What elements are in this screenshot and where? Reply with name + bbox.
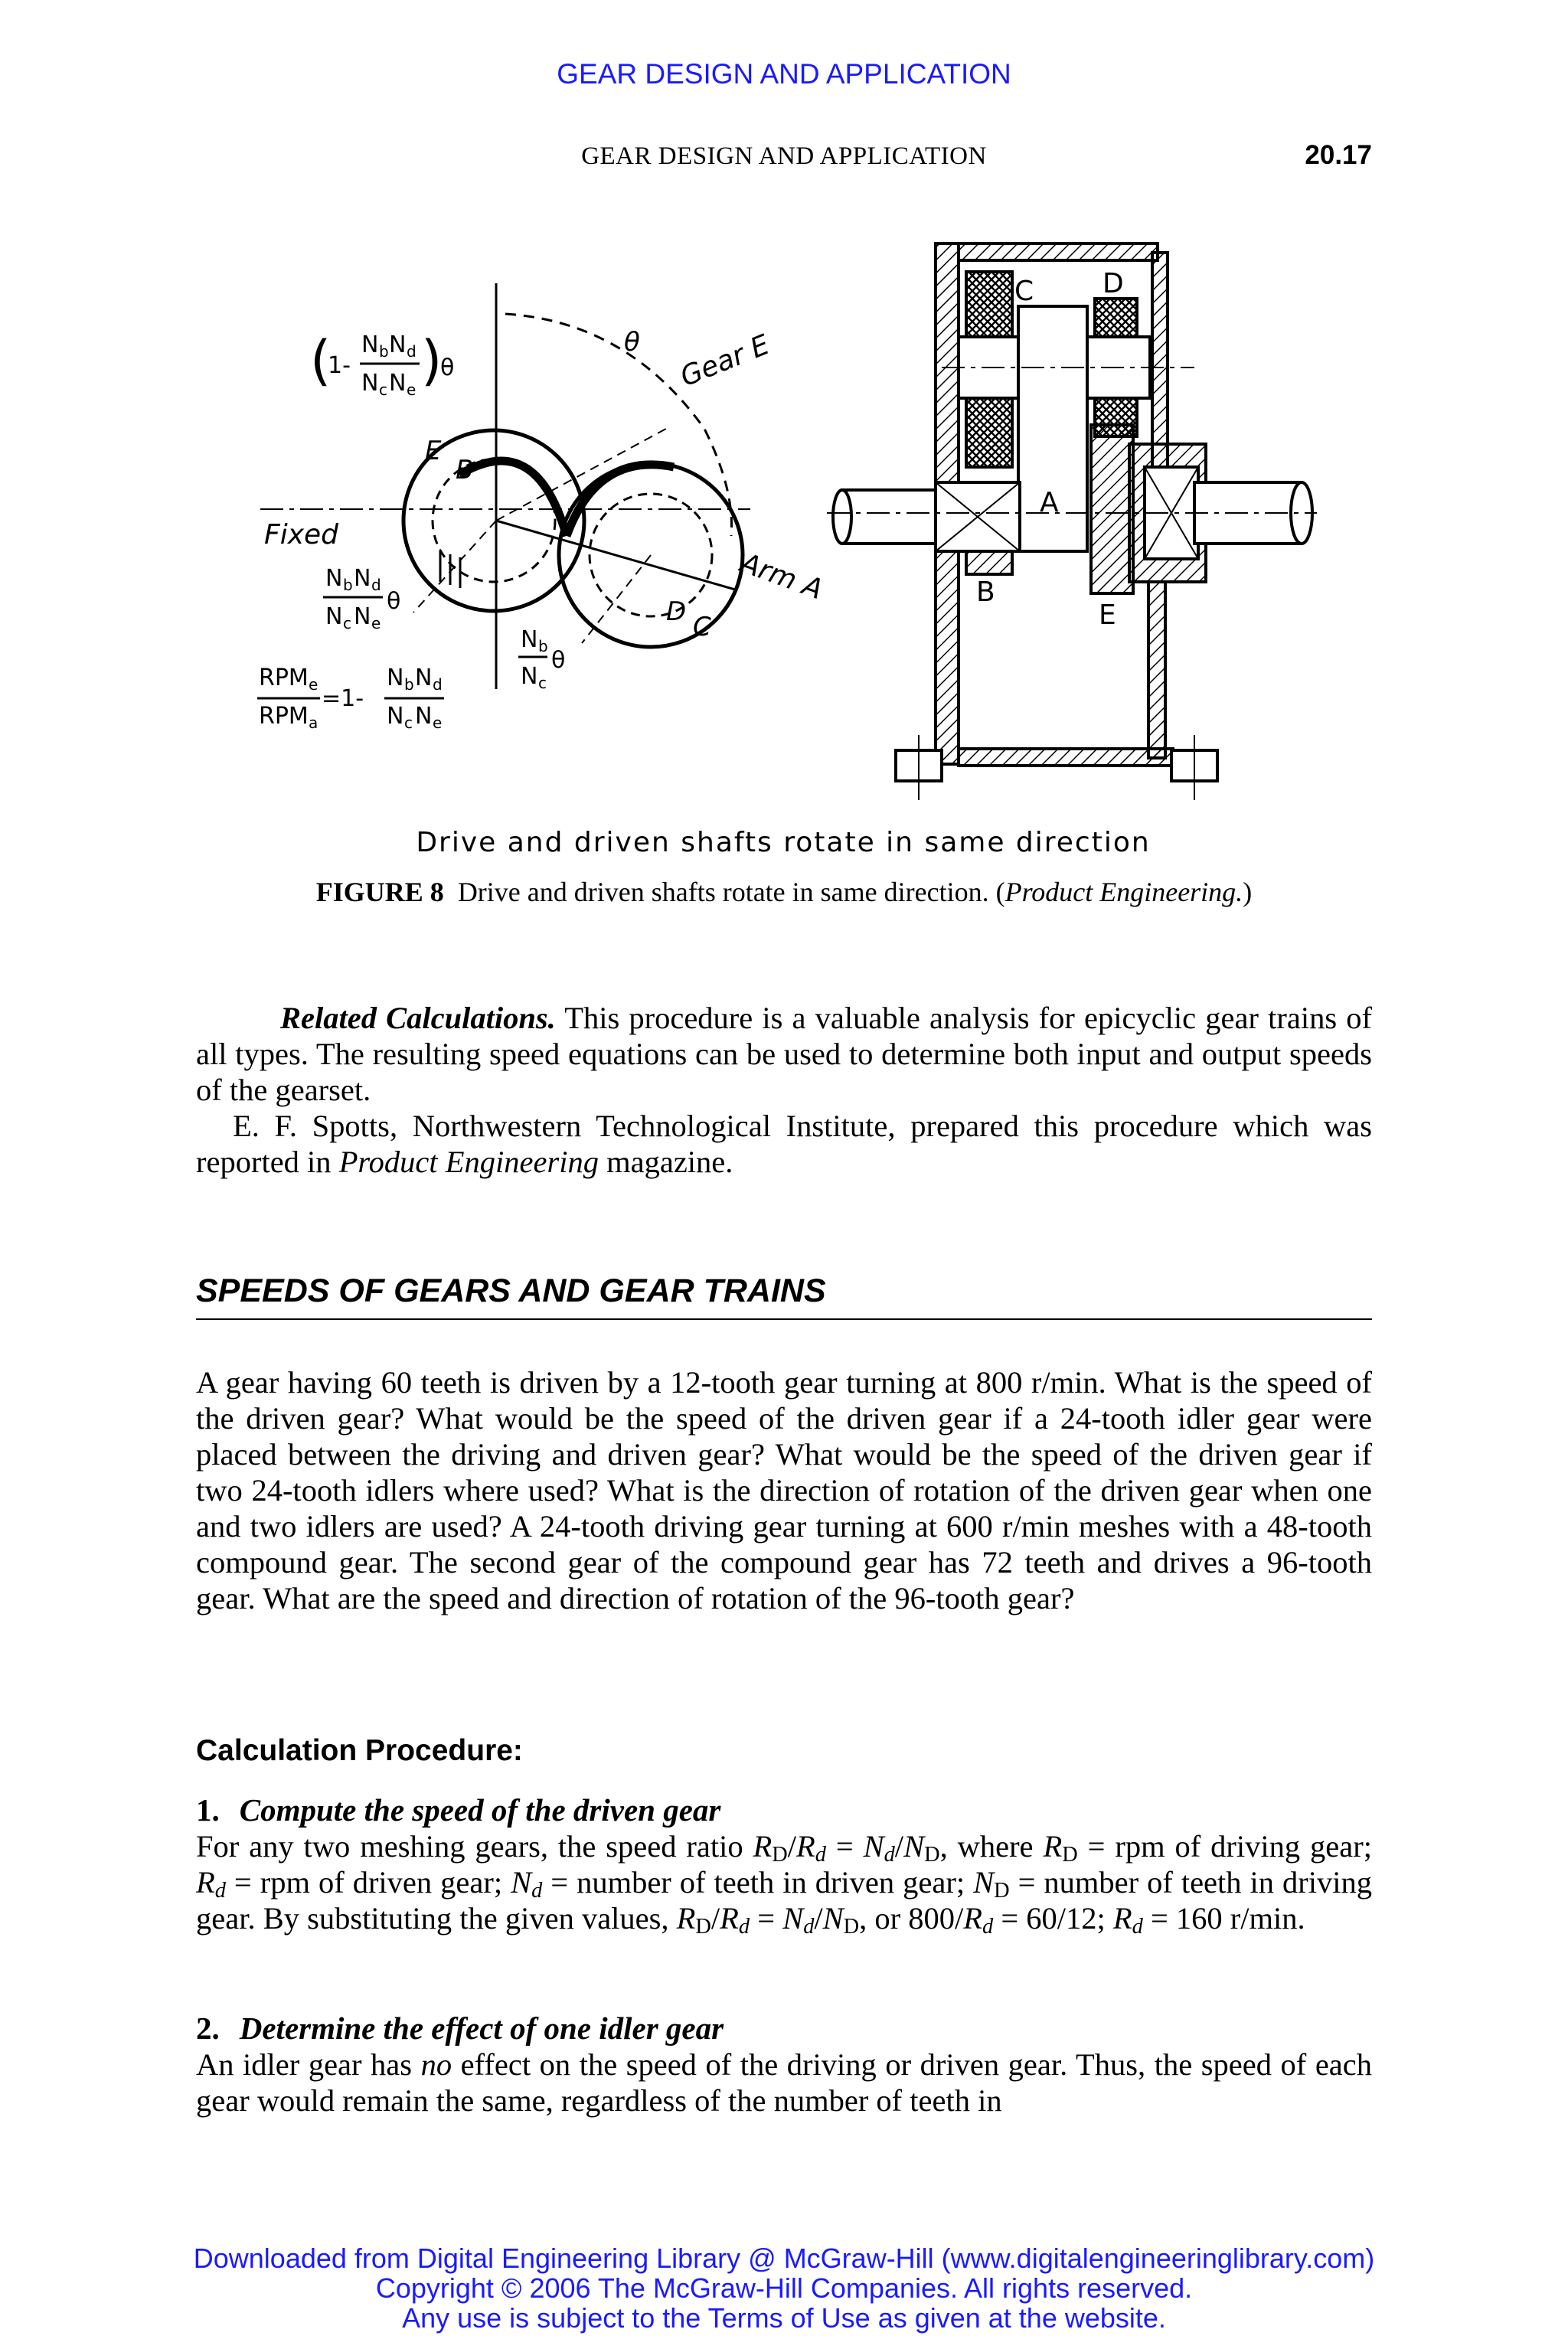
svg-text:b: b bbox=[379, 342, 389, 361]
svg-text:b: b bbox=[404, 675, 414, 694]
svg-text:c: c bbox=[404, 714, 413, 732]
label-e-left: E bbox=[425, 436, 442, 466]
svg-text:N: N bbox=[389, 332, 407, 358]
calculation-procedure-title: Calculation Procedure: bbox=[196, 1734, 523, 1767]
label-theta-top: θ bbox=[624, 327, 640, 358]
svg-text:e: e bbox=[309, 675, 318, 694]
label-d-left: D bbox=[666, 596, 687, 627]
svg-text:RPM: RPM bbox=[259, 703, 309, 730]
svg-text:c: c bbox=[343, 614, 351, 632]
svg-text:N: N bbox=[415, 665, 433, 691]
label-a-right: A bbox=[1040, 487, 1059, 518]
svg-text:θ: θ bbox=[551, 647, 566, 674]
problem-paragraph: A gear having 60 teeth is driven by a 12-tooth gear turning at 800 r/min. What is the speed of the driven gear? What would be the speed of the driven gear if a 24-tooth idler gear were placed between the driving and driven gear? What would be the speed of the driven gear if two 24-tooth idlers where used? What is the direction of rotation of the driven gear when one and two idlers are used? A 24-tooth driving gear turning at 600 r/min meshes with a 48-tooth compound gear. The second gear of the compound gear has 72 teeth and drives a 96-tooth gear. What are the speed and direction of rotation of the 96-tooth gear? bbox=[196, 1365, 1372, 1615]
section-heading: SPEEDS OF GEARS AND GEAR TRAINS bbox=[196, 1272, 826, 1309]
step-2-heading: 2. Determine the effect of one idler gear bbox=[196, 2011, 724, 2046]
svg-text:N: N bbox=[415, 703, 433, 730]
label-gear-e: Gear E bbox=[676, 328, 774, 394]
page-number: 20.17 bbox=[1305, 140, 1372, 170]
svg-text:N: N bbox=[389, 370, 407, 397]
running-title: GEAR DESIGN AND APPLICATION bbox=[581, 142, 987, 170]
svg-text:N: N bbox=[354, 603, 371, 630]
svg-text:N: N bbox=[361, 370, 379, 397]
step-1-heading: 1. Compute the speed of the driven gear bbox=[196, 1792, 721, 1828]
svg-text:e: e bbox=[433, 714, 443, 732]
svg-text:N: N bbox=[354, 565, 371, 592]
svg-text:θ: θ bbox=[387, 588, 401, 615]
svg-text:N: N bbox=[521, 626, 538, 653]
svg-text:N: N bbox=[361, 332, 379, 358]
svg-text:θ: θ bbox=[440, 354, 455, 381]
svg-text:=1-: =1- bbox=[322, 685, 364, 712]
gearbox-section bbox=[827, 243, 1317, 800]
formula-paren-open: ( bbox=[310, 329, 332, 392]
footer-terms[interactable]: Any use is subject to the Terms of Use as given at the website. bbox=[402, 2302, 1166, 2334]
svg-text:N: N bbox=[325, 603, 343, 630]
label-d-right: D bbox=[1102, 268, 1124, 299]
svg-text:b: b bbox=[538, 637, 548, 655]
drawing-caption: Drive and driven shafts rotate in same direction bbox=[416, 827, 1151, 858]
svg-text:b: b bbox=[343, 576, 353, 594]
svg-text:N: N bbox=[387, 703, 404, 730]
svg-text:d: d bbox=[407, 342, 416, 361]
related-calculations-paragraph: Related Calculations. This procedure is a valuable analysis for epicyclic gear trains of all types. The resulting speed equations can be used to determine both input and output speeds of the gearset. bbox=[196, 1001, 1372, 1107]
svg-text:c: c bbox=[379, 381, 387, 399]
step-1-body: For any two meshing gears, the speed ratio $R_D/R_d = N_d/N_D$, where $R_D$ = rpm of driving gear; $R_d$ = rpm of driven gear; $N_d$ = number of teeth in driven gear; $N_D$ = number of teeth in driving gear. By substituting the given values, $R_D/R_d = N_d/N_D$, or $800/R_d = 60/12$; $R_d = 160$ r/min. bbox=[196, 1829, 1372, 1939]
svg-text:d: d bbox=[371, 576, 381, 594]
svg-text:a: a bbox=[309, 714, 318, 732]
label-b-right: B bbox=[976, 577, 995, 608]
svg-text:c: c bbox=[538, 674, 547, 692]
svg-text:d: d bbox=[433, 675, 443, 694]
figure-caption: FIGURE 8 Drive and driven shafts rotate in same direction. (Product Engineering.) bbox=[315, 877, 1253, 907]
label-b-left: B bbox=[456, 455, 474, 485]
label-e-right: E bbox=[1099, 599, 1116, 631]
svg-text:RPM: RPM bbox=[259, 665, 309, 691]
step-2-body: An idler gear has no effect on the speed of the driving or driven gear. Thus, the speed of each gear would remain the same, regardless of the number of teeth in bbox=[196, 2047, 1372, 2118]
footer-download-link[interactable]: Downloaded from Digital Engineering Library @ McGraw-Hill (www.digitalengineeringlibrary.com) bbox=[193, 2243, 1375, 2274]
svg-text:e: e bbox=[407, 381, 416, 399]
label-arm-a: Arm A bbox=[736, 547, 827, 606]
formula-one-minus: 1- bbox=[328, 352, 351, 379]
svg-text:N: N bbox=[325, 565, 343, 592]
footer-copyright: Copyright © 2006 The McGraw-Hill Companies. All rights reserved. bbox=[375, 2272, 1193, 2304]
label-c-right: C bbox=[1014, 276, 1034, 307]
svg-text:e: e bbox=[371, 614, 381, 632]
svg-text:N: N bbox=[387, 665, 404, 691]
heading-rule bbox=[196, 1318, 1372, 1320]
label-fixed: Fixed bbox=[264, 519, 339, 550]
banner-title: GEAR DESIGN AND APPLICATION bbox=[557, 58, 1011, 90]
label-c-left: C bbox=[693, 612, 711, 642]
svg-text:N: N bbox=[521, 663, 538, 690]
attribution-paragraph: E. F. Spotts, Northwestern Technological Institute, prepared this procedure which was reported in Product Engineering magazine. bbox=[196, 1109, 1372, 1179]
formula-paren-close: ) bbox=[421, 329, 443, 392]
